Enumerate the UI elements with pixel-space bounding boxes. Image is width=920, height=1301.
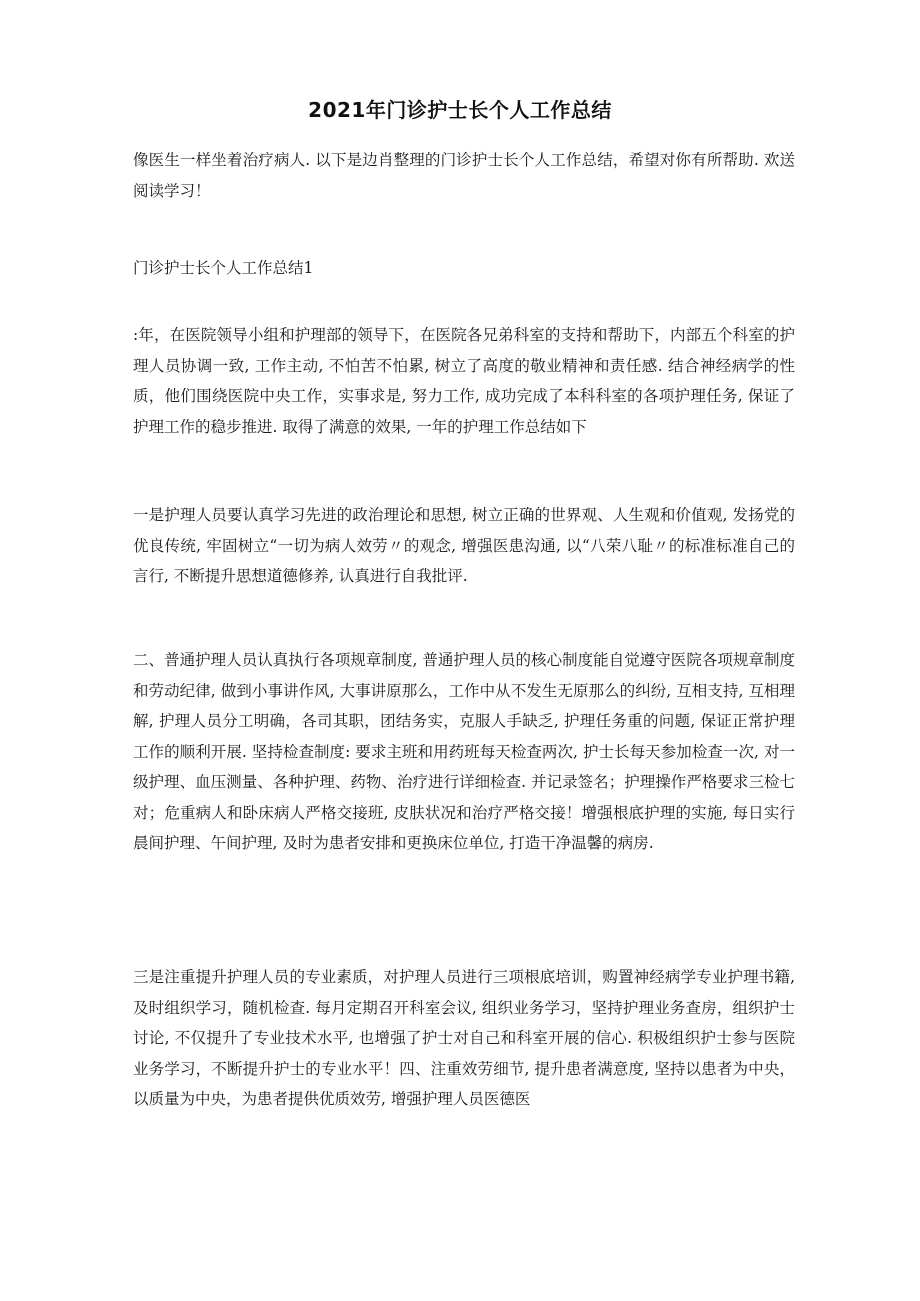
document-title: 2021年门诊护士长个人工作总结 <box>308 98 612 122</box>
section-heading: 门诊护士长个人工作总结1 <box>133 259 314 277</box>
paragraph-1: :年，在医院领导小组和护理部的领导下，在医院各兄弟科室的支持和帮助下，内部五个科室的护理人员协调一致, 工作主动, 不怕苦不怕累, 树立了高度的敬业精神和责任感. 结合神经病学的性质，他们围绕医院中央工作，实事求是, 努力工作, 成功完成了本科科室的各项护理任务, 保证了护理工作的稳步推进. 取得了满意的效果, 一年的护理工作总结如下 <box>133 326 795 436</box>
paragraph-4: 三是注重提升护理人员的专业素质，对护理人员进行三项根底培训，购置神经病学专业护理书籍, 及时组织学习，随机检查. 每月定期召开科室会议, 组织业务学习，坚持护理业务查房，组织护士讨论, 不仅提升了专业技术水平, 也增强了护士对自己和科室开展的信心. 积极组织护士参与医院业务学习，不断提升护士的专业水平！四、注重效劳细节, 提升患者满意度, 坚持以患者为中央，以质量为中央，为患者提供优质效劳, 增强护理人员医德医 <box>133 968 795 1108</box>
paragraph-3: 二、普通护理人员认真执行各项规章制度, 普通护理人员的核心制度能自觉遵守医院各项规章制度和劳动纪律, 做到小事讲作风, 大事讲原那么，工作中从不发生无原那么的纠纷, 互相支持, 互相理解, 护理人员分工明确，各司其职，团结务实，克服人手缺乏, 护理任务重的问题, 保证正常护理工作的顺利开展. 坚持检查制度: 要求主班和用药班每天检查两次, 护士长每天参加检查一次, 对一级护理、血压测量、各种护理、药物、治疗进行详细检查. 并记录签名；护理操作严格要求三检七对；危重病人和卧床病人严格交接班, 皮肤状况和治疗严格交接！增强根底护理的实施, 每日实行晨间护理、午间护理, 及时为患者安排和更换床位单位, 打造干净温馨的病房. <box>133 651 795 852</box>
paragraph-2: 一是护理人员要认真学习先进的政治理论和思想, 树立正确的世界观、人生观和价值观, 发扬党的优良传统, 牢固树立“一切为病人效劳〃的观念, 增强医患沟通, 以“八荣八耻〃的标准标准自己的言行, 不断提升思想道德修养, 认真进行自我批评. <box>133 506 795 585</box>
intro-paragraph: 像医生一样坐着治疗病人. 以下是边肖整理的门诊护士长个人工作总结，希望对你有所帮助. 欢送阅读学习！ <box>133 151 795 200</box>
